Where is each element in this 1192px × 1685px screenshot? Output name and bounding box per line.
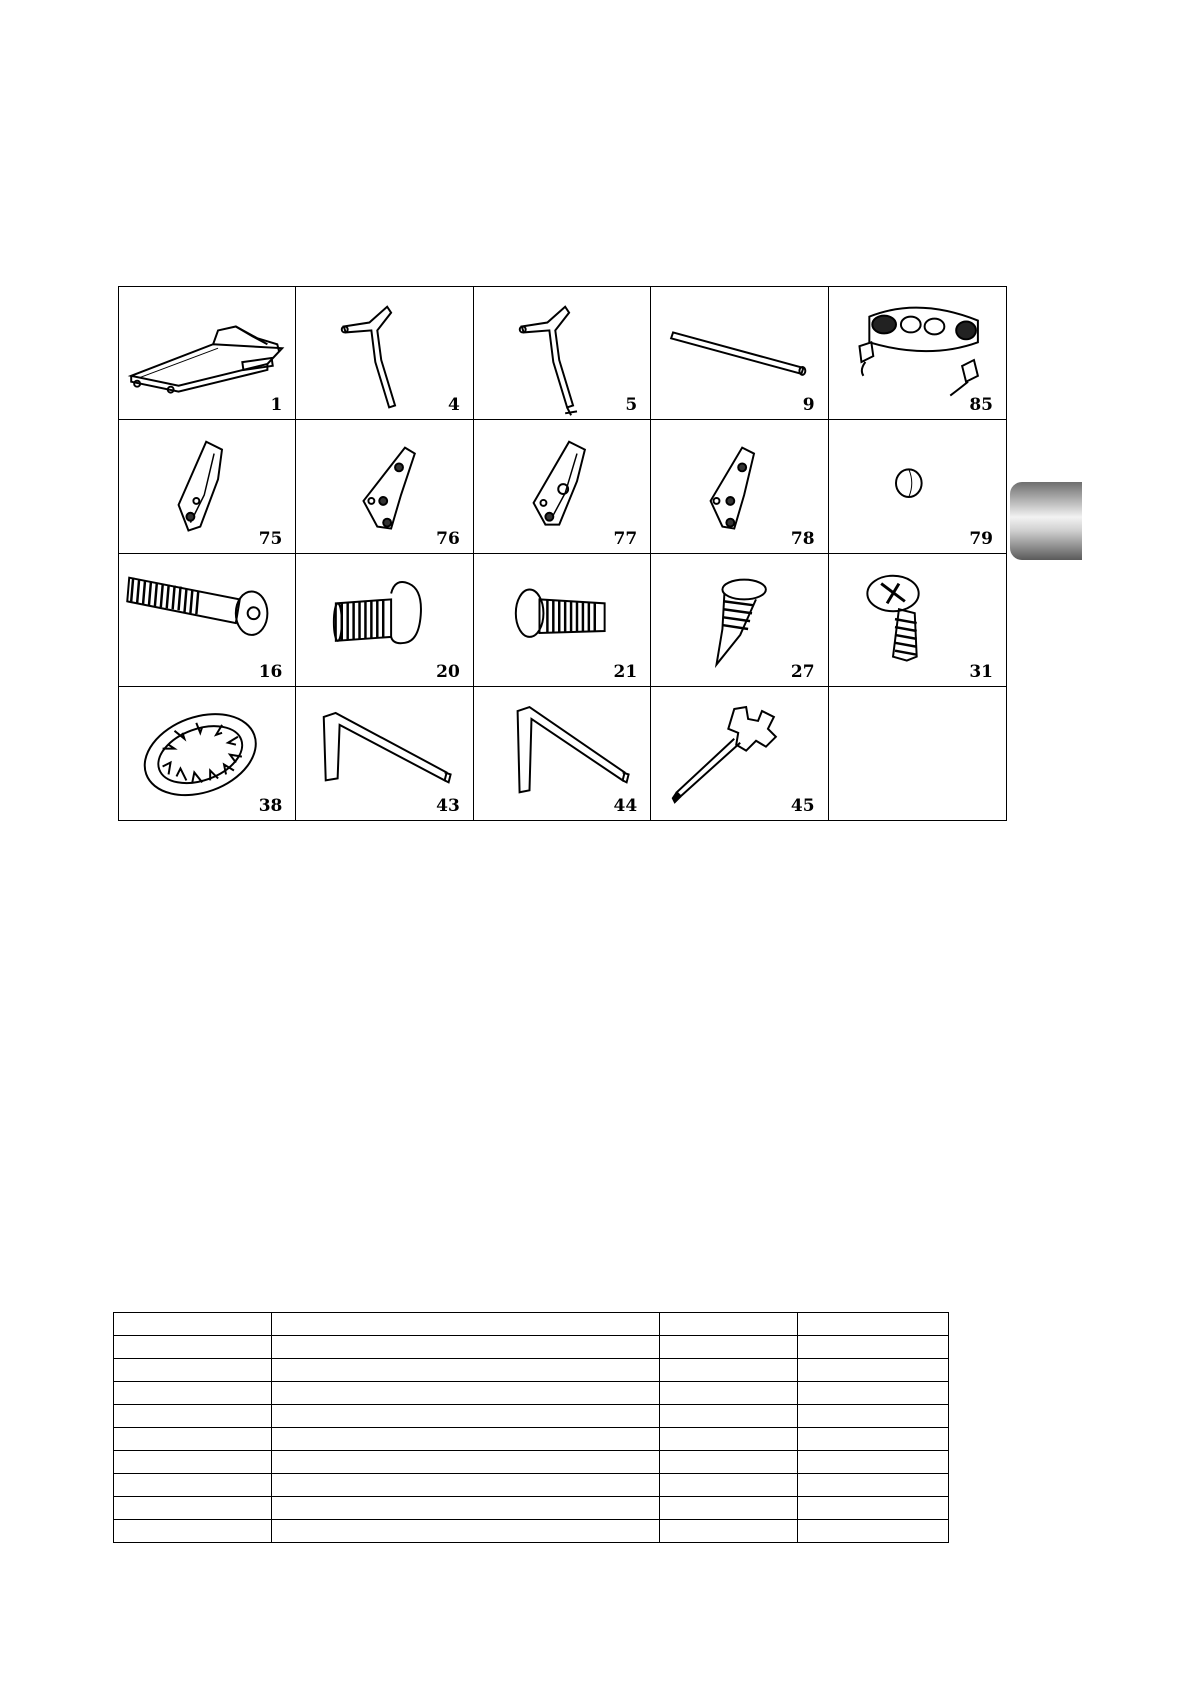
table-row (114, 1405, 949, 1428)
part-cell (296, 554, 473, 687)
part-cell (296, 287, 473, 420)
part-number: 5 (625, 395, 638, 416)
part-number: 76 (436, 528, 460, 549)
part-cell (474, 554, 651, 687)
table-row (114, 1497, 949, 1520)
part-cell (829, 287, 1006, 420)
table-row (114, 1520, 949, 1543)
part-number: 31 (969, 661, 993, 682)
part-number: 1 (270, 395, 283, 416)
part-number: 9 (802, 395, 815, 416)
left-upright-icon (296, 287, 472, 419)
part-number: 27 (790, 661, 815, 682)
table-row (114, 1313, 949, 1336)
parts-table (113, 1312, 949, 1543)
part-cell (474, 287, 651, 420)
part-number: 43 (436, 796, 460, 816)
part-cell (296, 420, 473, 553)
part-cell (474, 420, 651, 553)
part-number: 21 (613, 661, 638, 682)
section-tab (1010, 482, 1082, 560)
part-number: 4 (447, 395, 460, 416)
part-number: 20 (436, 661, 460, 682)
treadmill-frame-icon (119, 287, 295, 419)
table-row (114, 1428, 949, 1451)
part-cell (119, 554, 296, 687)
part-cell (296, 687, 473, 820)
parts-grid (118, 286, 1007, 821)
table-row (114, 1451, 949, 1474)
part-number: 79 (969, 528, 993, 549)
part-cell (119, 420, 296, 553)
table-row (114, 1382, 949, 1405)
part-cell (651, 420, 828, 553)
part-cell (651, 287, 828, 420)
part-number: 85 (969, 395, 993, 416)
part-cell (829, 420, 1006, 553)
right-upright-icon (474, 287, 650, 419)
part-cell (651, 687, 828, 820)
table-row (114, 1474, 949, 1497)
part-number: 16 (258, 661, 283, 682)
empty-cell (829, 687, 1006, 820)
part-number: 38 (258, 796, 283, 816)
part-cell (119, 687, 296, 820)
part-number: 75 (258, 528, 283, 549)
crossbar-tube-icon (651, 287, 827, 419)
part-cell (829, 554, 1006, 687)
part-cell (474, 687, 651, 820)
part-number: 77 (613, 528, 638, 549)
part-number: 45 (790, 796, 815, 816)
part-cell (119, 287, 296, 420)
table-row (114, 1359, 949, 1382)
table-row (114, 1336, 949, 1359)
part-cell (651, 554, 828, 687)
part-number: 78 (790, 528, 815, 549)
part-number: 44 (613, 796, 638, 816)
